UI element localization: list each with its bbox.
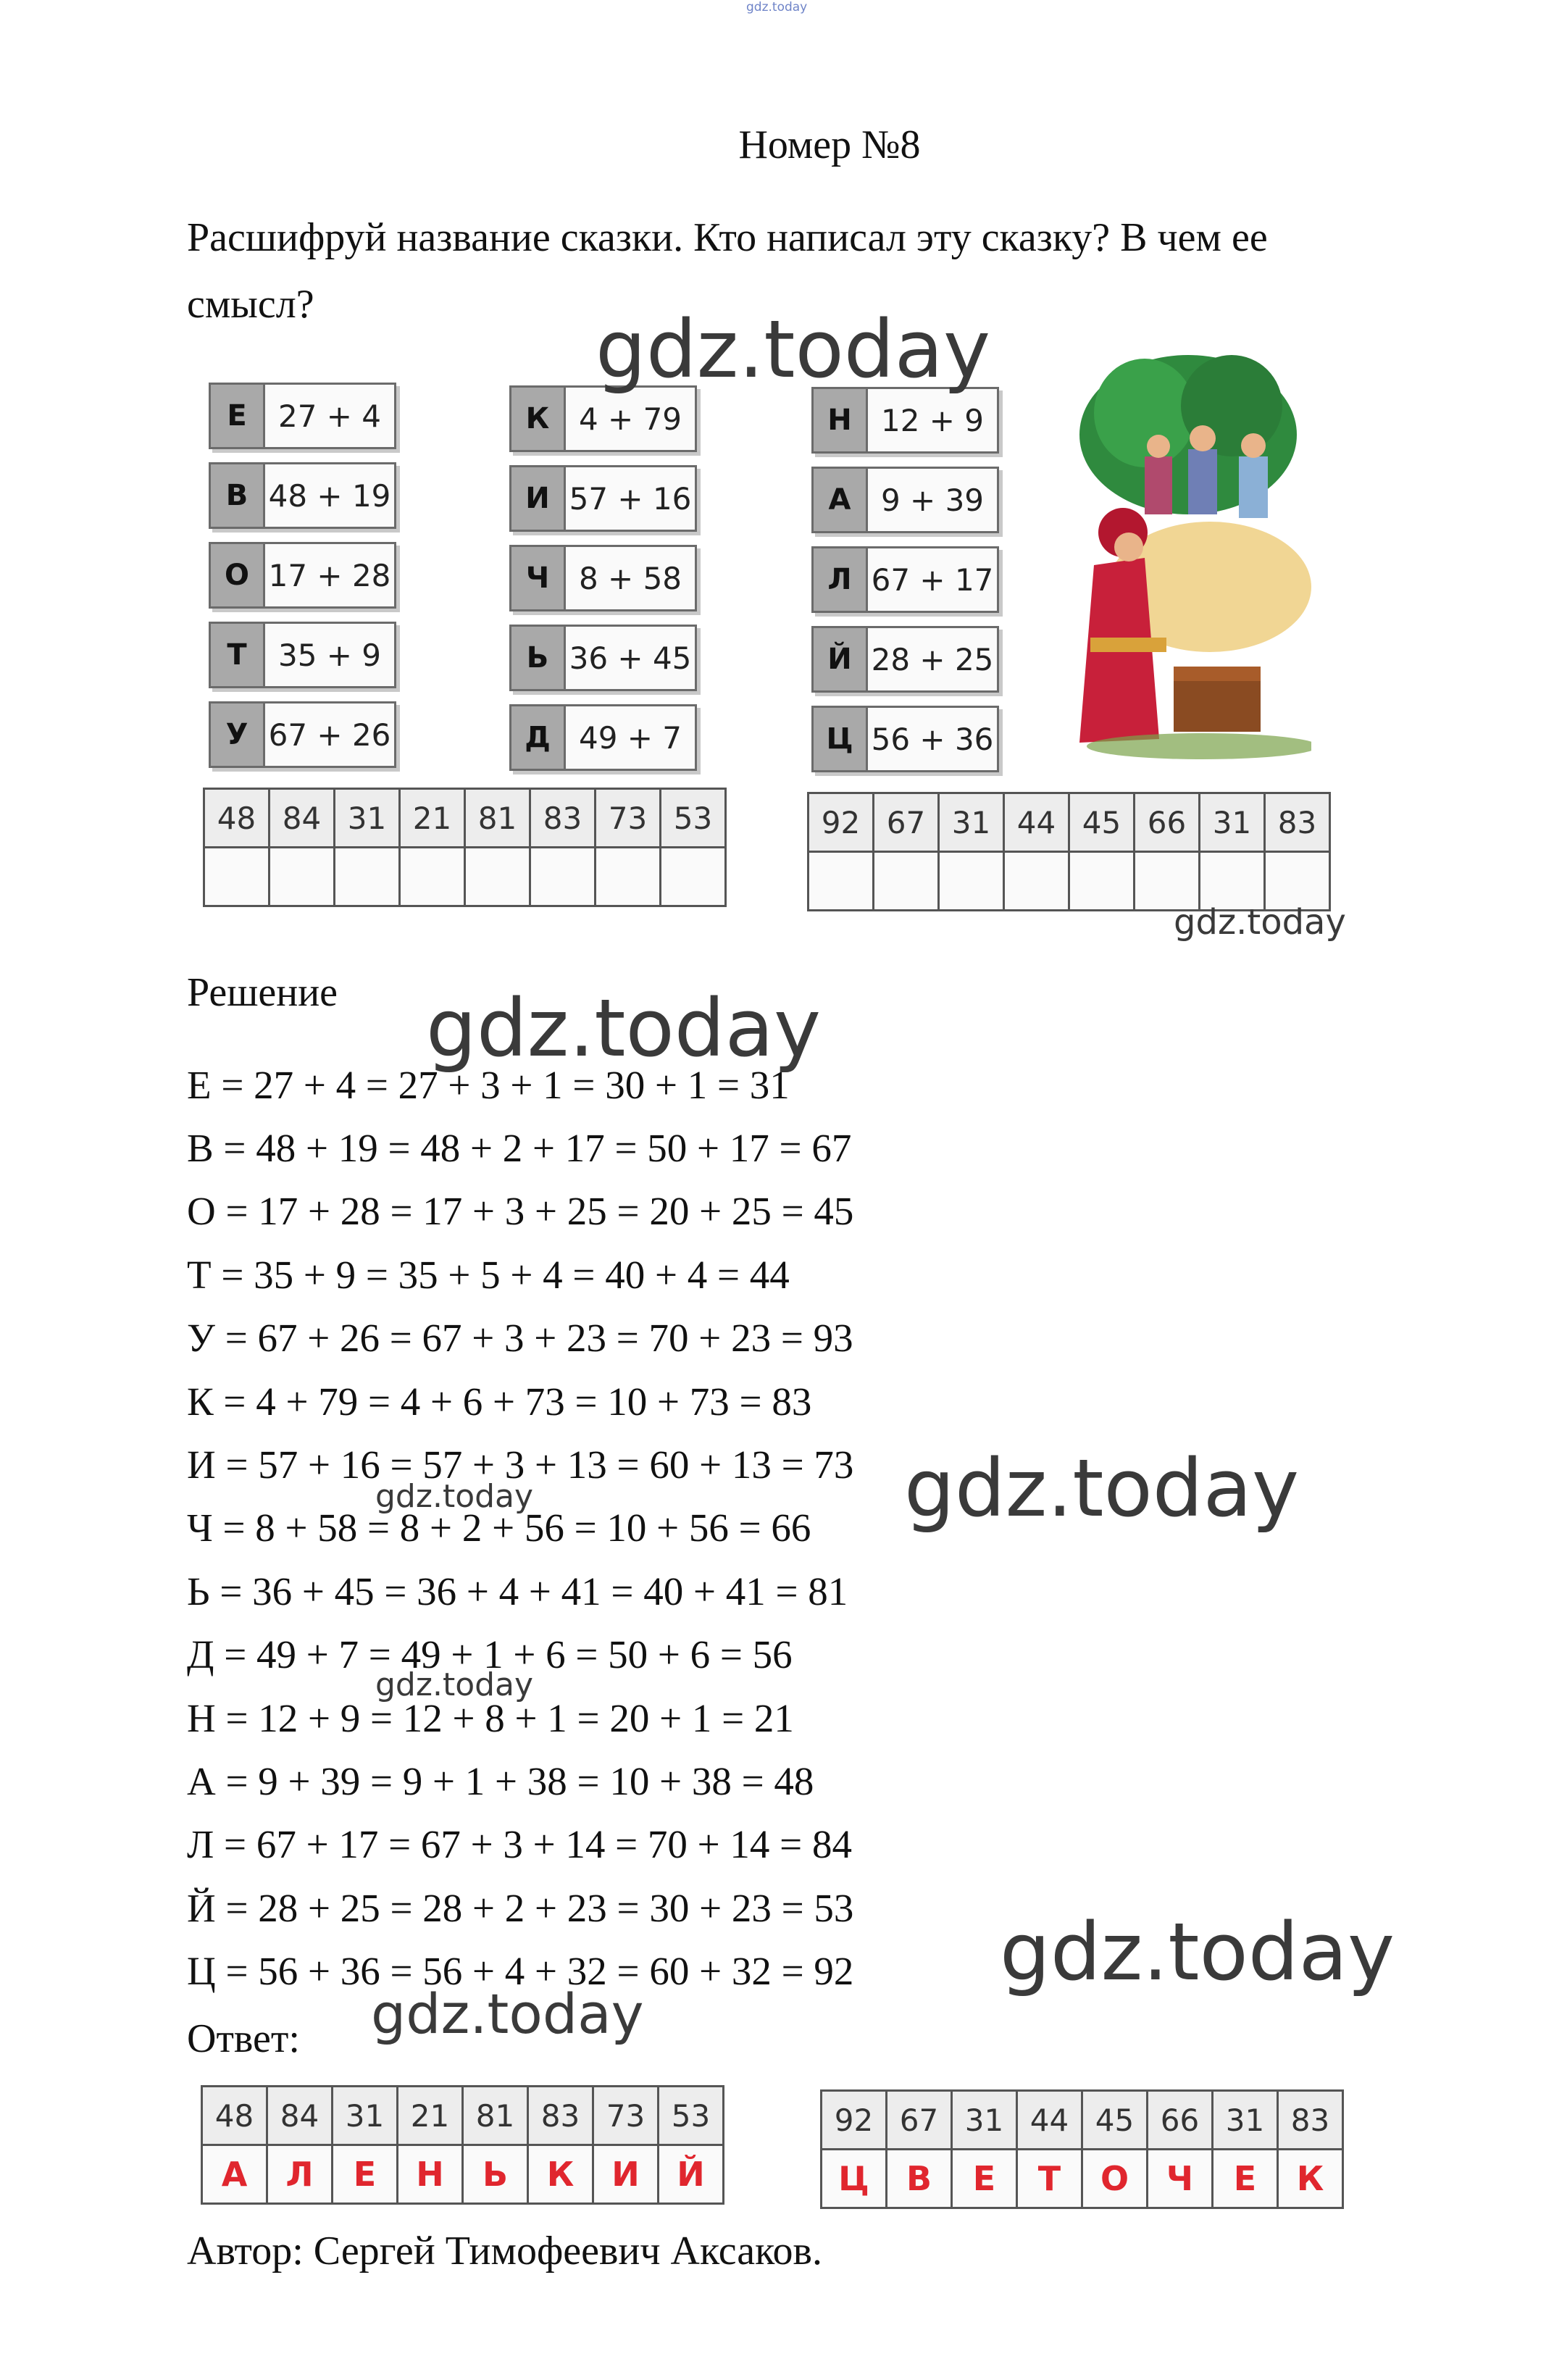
grid-number: 21 xyxy=(398,2087,463,2145)
puzzle-grid-1 xyxy=(203,788,727,907)
grid-number: 31 xyxy=(1200,793,1265,852)
cipher-card xyxy=(209,542,396,609)
cipher-expression: 27 + 4 xyxy=(277,398,382,434)
grid-empty-cell xyxy=(400,848,465,906)
answer-letter: Л xyxy=(267,2145,333,2204)
task-text-line-1: Расшифруй название сказки. Кто написал эту сказку? В чем ее xyxy=(187,215,1268,260)
watermark: gdz.today xyxy=(596,303,991,396)
cipher-letter: Ь xyxy=(511,627,566,689)
solution-heading: Решение xyxy=(187,970,338,1015)
puzzle-grid-2 xyxy=(807,792,1331,911)
grid-empty-cell xyxy=(596,848,661,906)
grid-empty-cell xyxy=(335,848,400,906)
grid-number: 81 xyxy=(465,789,530,848)
cipher-letter: У xyxy=(211,703,265,766)
grid-empty-cell xyxy=(465,848,530,906)
answer-letter: В xyxy=(887,2150,952,2208)
grid-empty-cell xyxy=(874,852,939,911)
solution-line: Л = 67 + 17 = 67 + 3 + 14 = 70 + 14 = 84 xyxy=(187,1822,852,1866)
grid-empty-cell xyxy=(809,852,874,911)
cipher-expression: 56 + 36 xyxy=(871,721,994,757)
answer-letter: Е xyxy=(952,2150,1017,2208)
solution-line: У = 67 + 26 = 67 + 3 + 23 = 70 + 23 = 93 xyxy=(187,1316,853,1360)
cipher-expression: 12 + 9 xyxy=(880,402,985,438)
answer-letter: Е xyxy=(1213,2150,1278,2208)
grid-number: 45 xyxy=(1082,2091,1148,2150)
answer-heading: Ответ: xyxy=(187,2016,300,2061)
cipher-letter: Ч xyxy=(511,547,566,609)
cipher-expression: 57 + 16 xyxy=(569,480,692,517)
task-text-line-2: смысл? xyxy=(187,282,314,327)
answer-letter: О xyxy=(1082,2150,1148,2208)
cipher-letter: Й xyxy=(814,628,868,690)
cipher-letter: Н xyxy=(814,389,868,451)
cipher-expression: 8 + 58 xyxy=(578,560,682,596)
grid-number: 92 xyxy=(822,2091,887,2150)
answer-letter: К xyxy=(1278,2150,1343,2208)
cipher-expression: 67 + 26 xyxy=(268,717,391,753)
grid-number: 48 xyxy=(202,2087,267,2145)
cipher-card xyxy=(811,626,999,693)
grid-number: 44 xyxy=(1004,793,1069,852)
grid-number: 45 xyxy=(1069,793,1135,852)
page-title: Номер №8 xyxy=(738,122,921,167)
cipher-card xyxy=(209,383,396,449)
grid-number: 73 xyxy=(593,2087,659,2145)
grid-number: 66 xyxy=(1148,2091,1213,2150)
cipher-expression: 48 + 19 xyxy=(268,477,391,514)
answer-letter: Ь xyxy=(463,2145,528,2204)
cipher-letter: Л xyxy=(814,548,868,611)
grid-number: 73 xyxy=(596,789,661,848)
answer-letter: А xyxy=(202,2145,267,2204)
grid-empty-cell xyxy=(1004,852,1069,911)
answer-letter: И xyxy=(593,2145,659,2204)
grid-number: 44 xyxy=(1017,2091,1082,2150)
watermark: gdz.today xyxy=(375,1666,534,1703)
site-mark: gdz.today xyxy=(746,0,808,14)
grid-number: 53 xyxy=(659,2087,724,2145)
solution-line: В = 48 + 19 = 48 + 2 + 17 = 50 + 17 = 67 xyxy=(187,1126,852,1170)
fairy-tale-illustration xyxy=(1065,348,1311,768)
cipher-card xyxy=(509,465,697,532)
watermark: gdz.today xyxy=(1174,902,1346,943)
watermark: gdz.today xyxy=(371,1982,644,2046)
solution-line: Е = 27 + 4 = 27 + 3 + 1 = 30 + 1 = 31 xyxy=(187,1063,790,1107)
watermark: gdz.today xyxy=(904,1442,1300,1535)
author-line: Автор: Сергей Тимофеевич Аксаков. xyxy=(187,2229,822,2273)
grid-empty-cell xyxy=(204,848,270,906)
watermark: gdz.today xyxy=(426,982,822,1074)
solution-line: Д = 49 + 7 = 49 + 1 + 6 = 50 + 6 = 56 xyxy=(187,1632,793,1677)
grid-number: 67 xyxy=(887,2091,952,2150)
grid-number: 66 xyxy=(1135,793,1200,852)
cipher-letter: И xyxy=(511,467,566,530)
answer-letter: Ч xyxy=(1148,2150,1213,2208)
cipher-card xyxy=(509,704,697,771)
grid-number: 83 xyxy=(528,2087,593,2145)
grid-empty-cell xyxy=(1069,852,1135,911)
cipher-expression: 49 + 7 xyxy=(578,719,682,756)
solution-line: О = 17 + 28 = 17 + 3 + 25 = 20 + 25 = 45 xyxy=(187,1189,854,1233)
cipher-card xyxy=(509,625,697,691)
cipher-card xyxy=(209,622,396,688)
cipher-expression: 9 + 39 xyxy=(880,482,985,518)
grid-number: 31 xyxy=(1213,2091,1278,2150)
grid-number: 83 xyxy=(530,789,596,848)
cipher-letter: А xyxy=(814,469,868,531)
cipher-expression: 36 + 45 xyxy=(569,640,692,676)
cipher-letter: Д xyxy=(511,706,566,769)
grid-number: 92 xyxy=(809,793,874,852)
cipher-card xyxy=(811,706,999,772)
answer-letter: Т xyxy=(1017,2150,1082,2208)
grid-number: 21 xyxy=(400,789,465,848)
grid-empty-cell xyxy=(270,848,335,906)
cipher-expression: 17 + 28 xyxy=(268,557,391,593)
grid-number: 83 xyxy=(1278,2091,1343,2150)
cipher-expression: 35 + 9 xyxy=(277,637,382,673)
watermark: gdz.today xyxy=(375,1478,534,1515)
solution-line: Ь = 36 + 45 = 36 + 4 + 41 = 40 + 41 = 81 xyxy=(187,1569,848,1613)
grid-empty-cell xyxy=(939,852,1004,911)
grid-number: 31 xyxy=(335,789,400,848)
cipher-card xyxy=(811,546,999,613)
solution-line: Ч = 8 + 58 = 8 + 2 + 56 = 10 + 56 = 66 xyxy=(187,1506,811,1550)
cipher-letter: В xyxy=(211,464,265,527)
answer-grid-1 xyxy=(201,2085,724,2205)
cipher-card xyxy=(209,462,396,529)
grid-number: 31 xyxy=(333,2087,398,2145)
answer-letter: Ц xyxy=(822,2150,887,2208)
solution-line: А = 9 + 39 = 9 + 1 + 38 = 10 + 38 = 48 xyxy=(187,1759,814,1803)
cipher-letter: Ц xyxy=(814,708,868,770)
cipher-letter: О xyxy=(211,544,265,606)
grid-number: 84 xyxy=(270,789,335,848)
grid-number: 53 xyxy=(661,789,726,848)
solution-line: Н = 12 + 9 = 12 + 8 + 1 = 20 + 1 = 21 xyxy=(187,1696,794,1740)
grid-number: 84 xyxy=(267,2087,333,2145)
cipher-card xyxy=(509,545,697,611)
grid-number: 83 xyxy=(1265,793,1330,852)
grid-number: 31 xyxy=(939,793,1004,852)
cipher-expression: 4 + 79 xyxy=(578,401,682,437)
cipher-letter: К xyxy=(511,388,566,450)
solution-line: И = 57 + 16 = 57 + 3 + 13 = 60 + 13 = 73 xyxy=(187,1442,854,1487)
answer-letter: К xyxy=(528,2145,593,2204)
solution-line: К = 4 + 79 = 4 + 6 + 73 = 10 + 73 = 83 xyxy=(187,1379,812,1424)
solution-line: Т = 35 + 9 = 35 + 5 + 4 = 40 + 4 = 44 xyxy=(187,1253,790,1297)
cipher-expression: 28 + 25 xyxy=(871,641,994,677)
cipher-expression: 67 + 17 xyxy=(871,561,994,598)
grid-empty-cell xyxy=(530,848,596,906)
solution-line: Ц = 56 + 36 = 56 + 4 + 32 = 60 + 32 = 92 xyxy=(187,1949,854,1993)
cipher-card xyxy=(811,387,999,454)
grid-number: 67 xyxy=(874,793,939,852)
grid-number: 48 xyxy=(204,789,270,848)
answer-letter: Е xyxy=(333,2145,398,2204)
answer-letter: Й xyxy=(659,2145,724,2204)
cipher-card xyxy=(811,467,999,533)
grid-empty-cell xyxy=(661,848,726,906)
cipher-card xyxy=(209,701,396,768)
watermark: gdz.today xyxy=(1000,1905,1395,1998)
solution-line: Й = 28 + 25 = 28 + 2 + 23 = 30 + 23 = 53 xyxy=(187,1886,854,1930)
grid-number: 31 xyxy=(952,2091,1017,2150)
answer-letter: Н xyxy=(398,2145,463,2204)
cipher-letter: Е xyxy=(211,385,265,447)
grid-number: 81 xyxy=(463,2087,528,2145)
answer-grid-2 xyxy=(820,2089,1344,2209)
cipher-letter: Т xyxy=(211,624,265,686)
